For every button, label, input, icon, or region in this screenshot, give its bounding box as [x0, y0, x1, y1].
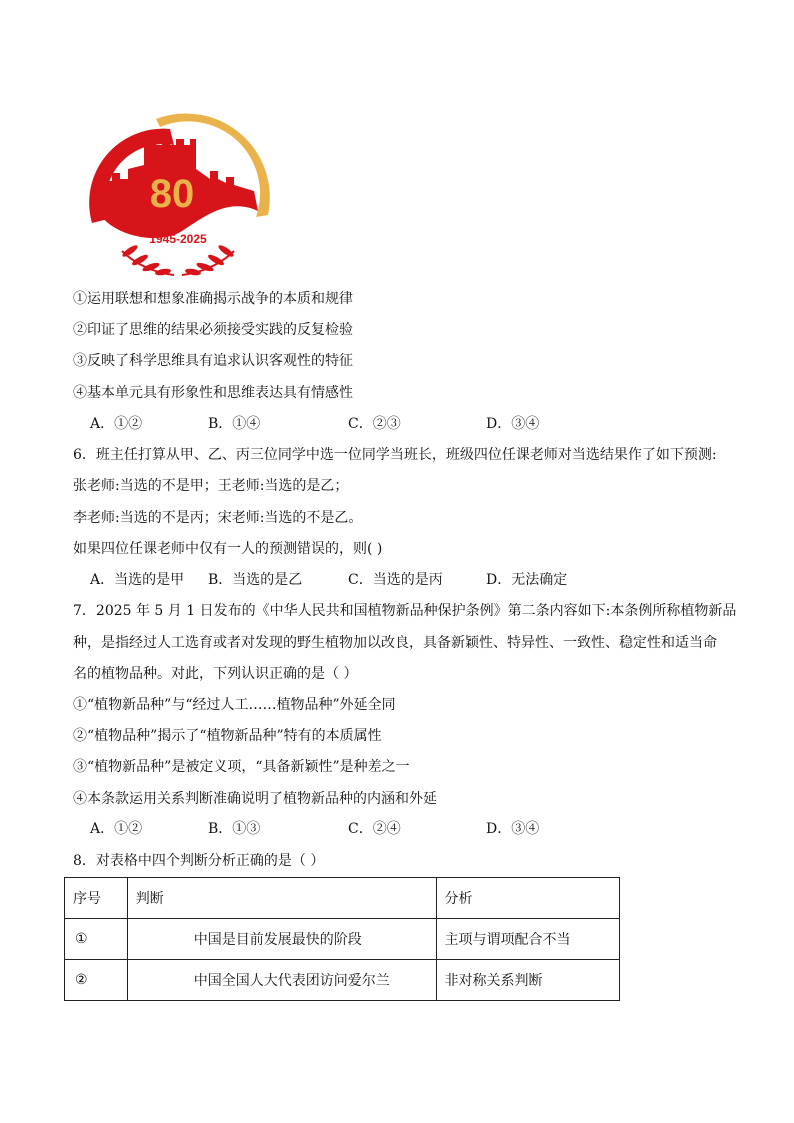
q7-item: ②“植物品种”揭示了“植物新品种”特有的本质属性 [73, 728, 382, 744]
q6-line: 李老师:当选的不是丙；宋老师:当选的不是乙。 [73, 510, 363, 526]
q7-line: 名的植物品种。对此，下列认识正确的是（ ） [73, 666, 358, 682]
q7-line: 7．2025 年 5 月 1 日发布的《中华人民共和国植物新品种保护条例》第二条内容如下:本条例所称植物新品 [73, 603, 737, 619]
table-cell: 非对称关系判断 [436, 960, 620, 1001]
q7-option-a[interactable]: A．①② [90, 821, 143, 837]
q6-option-a[interactable]: A．当选的是甲 [90, 572, 185, 588]
table-cell: 中国全国人大代表团访问爱尔兰 [127, 960, 436, 1001]
q7-option-d[interactable]: D．③④ [486, 821, 540, 837]
table-row [65, 960, 620, 1001]
q7-item: ③“植物新品种”是被定义项，“具备新颖性”是种差之一 [73, 759, 410, 775]
table-cell: ① [65, 919, 128, 960]
anniversary-logo [78, 105, 278, 285]
laurel-right-icon [182, 243, 235, 276]
q6-line: 如果四位任课老师中仅有一人的预测错误的，则( ) [73, 541, 383, 557]
q5-item: ①运用联想和想象准确揭示战争的本质和规律 [73, 291, 353, 307]
logo-number: 80 [149, 172, 195, 216]
q7-item: ④本条款运用关系判断准确说明了植物新品种的内涵和外延 [73, 791, 437, 807]
q5-item: ④基本单元具有形象性和思维表达具有情感性 [73, 385, 353, 401]
q8-stem: 8．对表格中四个判断分析正确的是（ ） [73, 853, 325, 869]
q7-option-b[interactable]: B．①③ [208, 821, 261, 837]
q7-line: 种，是指经过人工选育或者对发现的野生植物加以改良，具备新颖性、特异性、一致性、稳定性和适当命 [73, 635, 717, 651]
q7-option-c[interactable]: C．②④ [348, 821, 401, 837]
q6-option-b[interactable]: B．当选的是乙 [208, 572, 303, 588]
q6-line: 张老师:当选的不是甲；王老师:当选的是乙； [73, 478, 349, 494]
table-cell: 中国是目前发展最快的阶段 [127, 919, 436, 960]
table-header: 判断 [127, 878, 436, 919]
q7-item: ①“植物新品种”与“经过人工……植物品种”外延全同 [73, 697, 396, 713]
q6-stem: 6．班主任打算从甲、乙、丙三位同学中选一位同学当班长，班级四位任课老师对当选结果作了如下预测: [73, 447, 717, 463]
table-cell: ② [65, 960, 128, 1001]
q5-item: ②印证了思维的结果必须接受实践的反复检验 [73, 322, 353, 338]
table-header: 分析 [436, 878, 620, 919]
laurel-left-icon [121, 243, 174, 276]
table-header-row [65, 878, 620, 919]
logo-years: 1945-2025 [149, 232, 207, 246]
q8-table [64, 877, 620, 1001]
table-header: 序号 [65, 878, 128, 919]
table-cell: 主项与谓项配合不当 [436, 919, 620, 960]
q5-option-a[interactable]: A．①② [90, 416, 143, 432]
table-row [65, 919, 620, 960]
q5-option-b[interactable]: B．①④ [208, 416, 261, 432]
q5-item: ③反映了科学思维具有追求认识客观性的特征 [73, 353, 353, 369]
q6-option-d[interactable]: D．无法确定 [486, 572, 568, 588]
q5-option-d[interactable]: D．③④ [486, 416, 540, 432]
q6-option-c[interactable]: C．当选的是丙 [348, 572, 443, 588]
q5-option-c[interactable]: C．②③ [348, 416, 401, 432]
